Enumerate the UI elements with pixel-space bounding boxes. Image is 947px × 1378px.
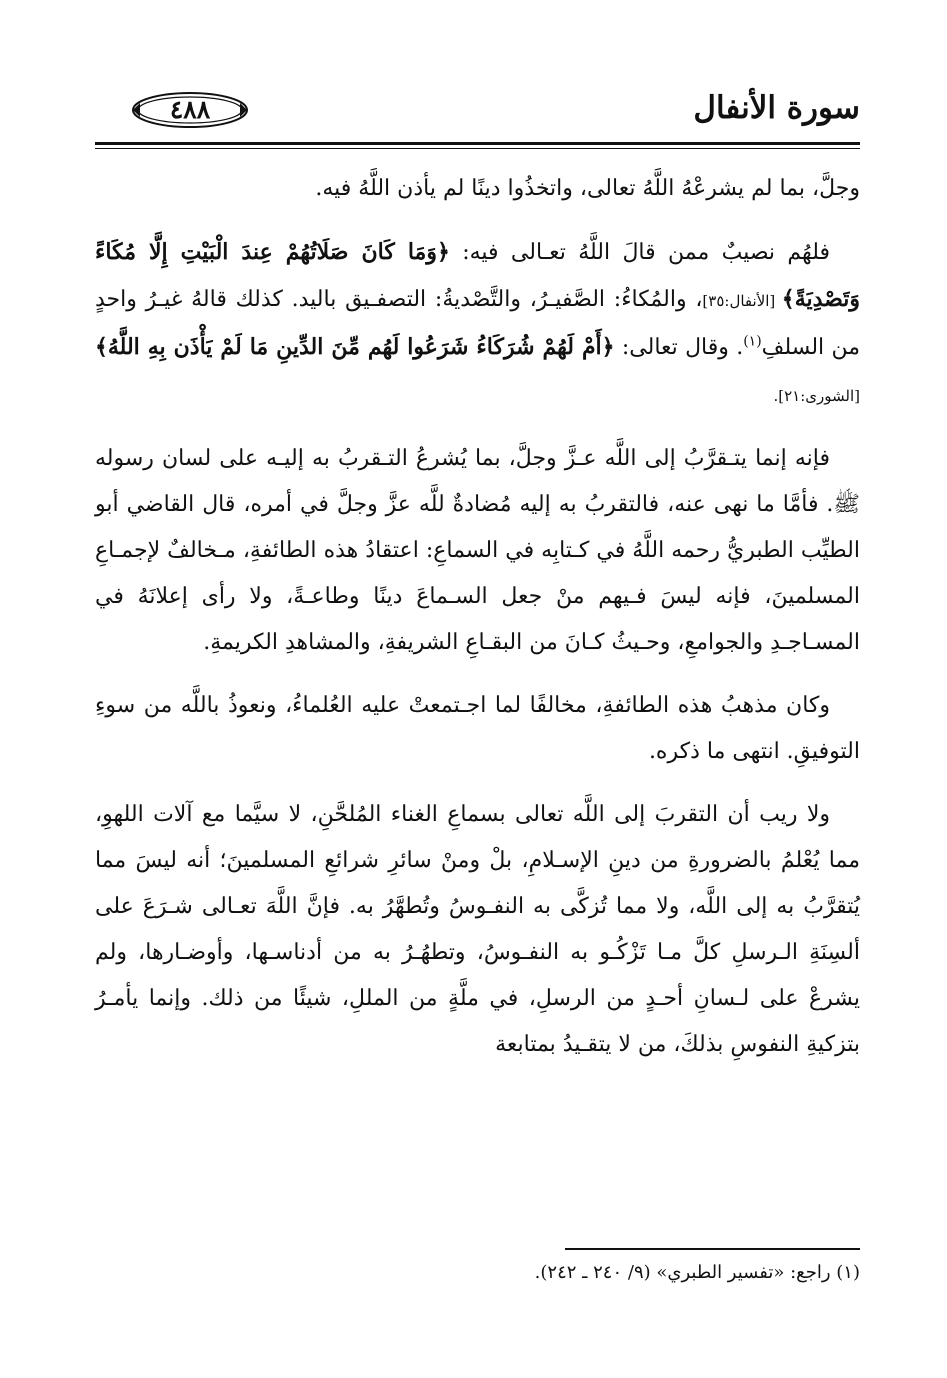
header-rule-thin <box>95 148 860 149</box>
paragraph <box>95 166 860 212</box>
header-rule-thick <box>95 142 860 145</box>
surah-title: سورة الأنفال <box>693 90 860 126</box>
paragraph-text: فلهُم نصيبٌ ممن قالَ اللَّهُ تعـالى فيه: <box>449 240 830 265</box>
paragraph-text: وجلَّ، بما لم يشرعْهُ اللَّهُ تعالى، واتخذُوا دينًا لم يأذن اللَّهُ فيه. <box>315 176 860 201</box>
paragraph-text: وكان مذهبُ هذه الطائفةِ، مخالفًا لما اجـتمعتْ عليه العُلماءُ، ونعوذُ باللَّه من سوءِ التوفيقِ. انتهى ما ذكره. <box>95 693 860 764</box>
footnote: (١) راجع: «تفسير الطبري» (٩/ ٢٤٠ ـ ٢٤٢). <box>534 1262 860 1283</box>
paragraph <box>95 436 860 666</box>
page-header <box>90 82 860 142</box>
paragraph <box>95 792 860 1068</box>
page-number: ٤٨٨ <box>169 95 211 124</box>
body-text <box>95 166 860 1085</box>
paragraph <box>95 229 860 419</box>
paragraph-text: ولا ريب أن التقربَ إلى اللَّه تعالى بسماعِ الغناء المُلحَّنِ، لا سيَّما مع آلات اللهوِ، مما يُعْلمُ بالضرورةِ من دينِ الإسـلامِ، بلْ ومنْ سائرِ شرائعِ المسلمينَ؛ أنه ليسَ مما يُتقرَّبُ به إلى اللَّه، ولا مما تُزكَّى به النفـوسُ وتُطهَّرُ به. فإنَّ اللَّهَ تعـالى شـرَعَ على ألسِنَةِ الـرسلِ كلَّ مـا تَزْكُـو به النفـوسُ، وتطهُـرُ به من أدناسـها، وأوضـارها، ولم يشرعْ على لـسانِ أحـدٍ من الرسلِ، في ملَّةٍ من المللِ، شيئًا من ذلك. وإنما يأمـرُ بتزكيةِ النفوسِ بذلكَ، من لا يتقـيدُ بمتابعة <box>95 802 860 1057</box>
paragraph-text: . وقال تعالى: <box>614 335 744 360</box>
paragraph-text: ، والمُكاءُ: الصَّفيـرُ، والتَّصْديةُ: التصفـيق باليد. كذلك قالهُ غيـرُ واحدٍ من السلفِ <box>95 287 861 360</box>
quran-verse: ﴿وَمَا كَانَ صَلَاتُهُمْ عِندَ الْبَيْتِ إِلَّا مُكَاءً وَتَصْدِيَةً﴾ <box>95 239 860 312</box>
paragraph-text: فإنه إنما يتـقرَّبُ إلى اللَّه عـزَّ وجلَّ، بما يُشرعُ التـقربُ به إليـه على لسان رسوله ﷺ. فأمَّا ما نهى عنه، فالتقربُ به إليه مُضادةٌ للَّه عزَّ وجلَّ في أمره، قال القاضي أبو الطيِّب الطبريُّ رحمه اللَّهُ في كـتابِه في السماعِ: اعتقادُ هذه الطائفةِ، مـخالفٌ لإجمـاعِ المسلمينَ، فإنه ليسَ فـيهم منْ جعل السـماعَ دينًا وطاعـةً، ولا رأى إعلانَهُ في المسـاجـدِ والجوامعِ، وحـيثُ كـانَ من البقـاعِ الشريفةِ، والمشاهدِ الكريمةِ. <box>95 446 860 655</box>
footnote-separator <box>565 1248 860 1250</box>
footnote-marker: (١) <box>743 333 762 350</box>
verse-reference: [الأنفال:٣٥] <box>702 292 782 310</box>
quran-verse: ﴿أَمْ لَهُمْ شُرَكَاءُ شَرَعُوا لَهُم مِّنَ الدِّينِ مَا لَمْ يَأْذَن بِهِ اللَّهُ﴾ <box>95 334 615 360</box>
page-number-badge <box>130 90 250 130</box>
paragraph <box>95 683 860 775</box>
verse-reference: [الشورى:٢١]. <box>773 387 860 405</box>
